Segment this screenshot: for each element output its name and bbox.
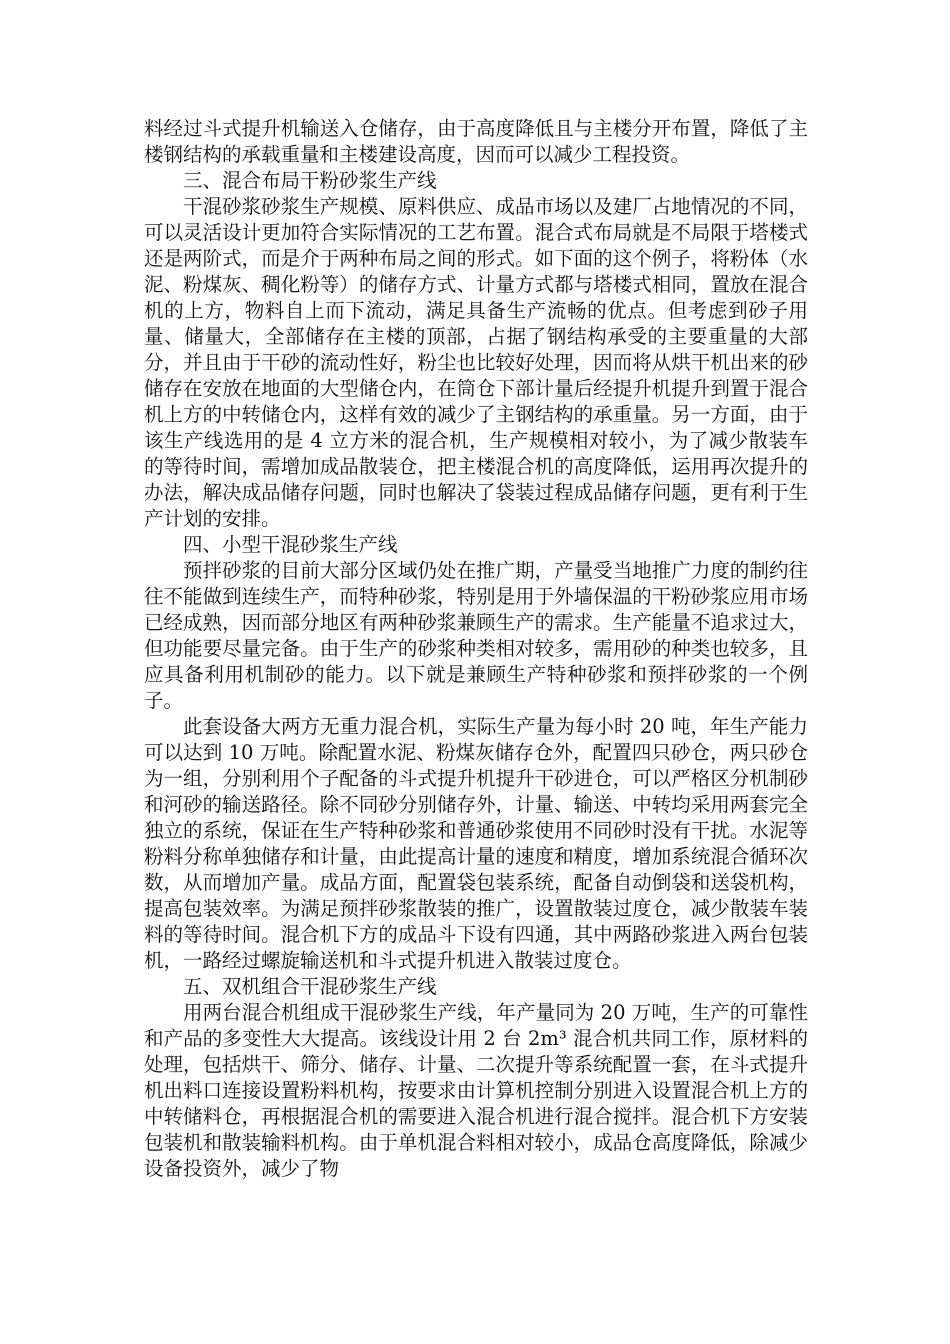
section-heading-4: 四、小型干混砂浆生产线	[183, 533, 398, 556]
section-4-paragraph-1: 预拌砂浆的目前大部分区域仍处在推广期，产量受当地推广力度的制约往往不能做到连续生产，而特种砂浆，特别是用于外墙保温的干粉砂浆应用市场已经成熟，因而部分地区有两种砂浆兼顾生产的需求。生产能量不追求过大，但功能要尽量完备。由于生产的砂浆种类相对较多，需用砂的种类也较多，且应具备利用机制砂的能力。以下就是兼顾生产特种砂浆和预拌砂浆的一个例子。	[144, 559, 808, 712]
section-4-paragraph-2: 此套设备大两方无重力混合机，实际生产量为每小时 20 吨，年生产能力可以达到 10 万吨。除配置水泥、粉煤灰储存仓外，配置四只砂仓，两只砂仓为一组，分别利用个子配备的斗式提升机提升干砂进仓，可以严格区分机制砂和河砂的输送路径。除不同砂分别储存外，计量、输送、中转均采用两套完全独立的系统，保证在生产特种砂浆和普通砂浆使用不同砂时没有干扰。水泥等粉料分称单独储存和计量，由此提高计量的速度和精度，增加系统混合循环次数，从而增加产量。成品方面，配置袋包装系统，配备自动倒袋和送袋机构，提高包装效率。为满足预拌砂浆散装的推广，设置散装过度仓，减少散装车装料的等待时间。混合机下方的成品斗下设有四通，其中两路砂浆进入两台包装机，一路经过螺旋输送机和斗式提升机进入散装过度仓。	[144, 715, 808, 972]
section-heading-3: 三、混合布局干粉砂浆生产线	[183, 169, 437, 192]
section-heading-5: 五、双机组合干混砂浆生产线	[183, 975, 437, 998]
section-3-paragraph-1: 干混砂浆砂浆生产规模、原料供应、成品市场以及建厂占地情况的不同，可以灵活设计更加符合实际情况的工艺布置。混合式布局就是不局限于塔楼式还是两阶式，而是介于两种布局之间的形式。如下面的这个例子，将粉体（水泥、粉煤灰、稠化粉等）的储存方式、计量方式都与塔楼式相同，置放在混合机的上方，物料自上而下流动，满足具备生产流畅的优点。但考虑到砂子用量、储量大，全部储存在主楼的顶部，占据了钢结构承受的主要重量的大部分，并且由于干砂的流动性好，粉尘也比较好处理，因而将从烘干机出来的砂储存在安放在地面的大型储仓内，在筒仓下部计量后经提升机提升到置于混合机上方的中转储仓内，这样有效的减少了主钢结构的承重量。另一方面，由于该生产线选用的是 4 立方米的混合机，生产规模相对较小，为了减少散装车的等待时间，需增加成品散装仓，把主楼混合机的高度降低，运用再次提升的办法，解决成品储存问题，同时也解决了袋装过程成品储存问题，更有利于生产计划的安排。	[144, 195, 808, 530]
section-5-paragraph-1: 用两台混合机组成干混砂浆生产线，年产量同为 20 万吨，生产的可靠性和产品的多变性大大提高。该线设计用 2 台 2m³ 混合机共同工作，原材料的处理，包括烘干、筛分、储存、计量、二次提升等系统配置一套，在斗式提升机出料口连接设置粉料机构，按要求由计算机控制分别进入设置混合机上方的中转储料仓，再根据混合机的需要进入混合机进行混合搅拌。混合机下方安装包装机和散装输料机构。由于单机混合料相对较小，成品仓高度降低，除减少设备投资外，减少了物	[144, 1001, 808, 1180]
paragraph-continued: 料经过斗式提升机输送入仓储存，由于高度降低且与主楼分开布置，降低了主楼钢结构的承载重量和主楼建设高度，因而可以减少工程投资。	[144, 117, 808, 166]
document-body	[144, 116, 808, 1182]
